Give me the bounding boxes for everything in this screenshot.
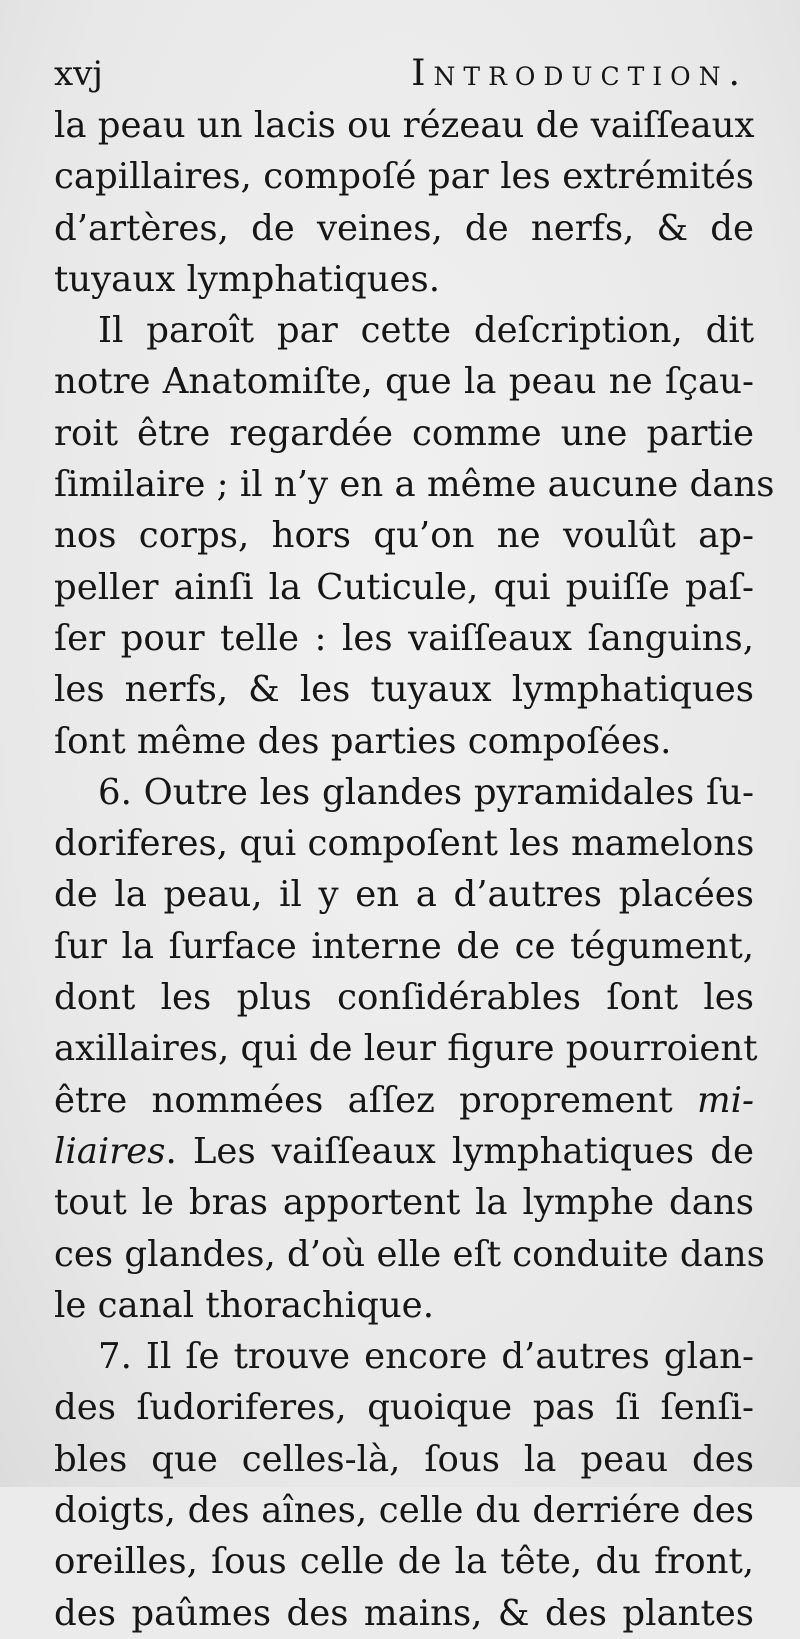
text-line: des ſudoriferes, quoique pas ſi ſenſi- (54, 1387, 754, 1429)
text-line: ſimilaire ; il n’y en a même aucune dans (54, 464, 775, 506)
running-head (54, 48, 754, 100)
text-line: nos corps, hors qu’on ne voulût ap- (54, 515, 754, 557)
text-line: le canal thorachique. (54, 1284, 434, 1326)
text-line: axillaires, qui de leur figure pourroient (54, 1028, 758, 1070)
text-line: oreilles, ſous celle de la tête, du front, (54, 1541, 754, 1583)
text-line: roit être regardée comme une partie (54, 412, 754, 454)
text-line: ces glandes, d’où elle eſt conduite dans (54, 1233, 765, 1275)
paragraph-start-line: Il paroît par cette deſcription, dit (98, 310, 754, 352)
italic-segment: mi- (696, 1079, 754, 1121)
running-title: Introduction. (411, 53, 748, 94)
text-line: ſer pour telle : les vaiſſeaux ſanguins, (54, 617, 754, 659)
text-segment: . Les vaiſſeaux lymphatiques de (165, 1130, 754, 1172)
text-line: doriferes, qui compoſent les mamelons (54, 823, 755, 865)
text-line: tuyaux lymphatiques. (54, 258, 441, 300)
text-block (54, 48, 775, 1639)
paragraph-start-line: 7. Il ſe trouve encore d’autres glan- (98, 1336, 754, 1378)
text-line: de la peau, il y en a d’autres placées (54, 874, 754, 916)
text-line: capillaires, compoſé par les extrémités (54, 156, 754, 198)
text-line: peller ainſi la Cuticule, qui puiſſe paſ- (54, 566, 754, 608)
paragraph-start-line: 6. Outre les glandes pyramidales ſu- (98, 771, 754, 813)
text-line (54, 1075, 754, 1126)
text-line: tout le bras apportent la lymphe dans (54, 1182, 754, 1224)
text-segment: être nommées aſſez proprement (54, 1079, 673, 1121)
page-number: xvj (54, 54, 103, 94)
text-line: bles que celles-là, ſous la peau des (54, 1438, 754, 1480)
text-line: la peau un lacis ou rézeau de vaiſſeaux (54, 105, 755, 146)
text-line (54, 1126, 754, 1177)
text-line: des paûmes des mains, & des plantes (54, 1592, 754, 1634)
italic-segment: liaires (54, 1130, 166, 1172)
text-line: notre Anatomiſte, que la peau ne ſçau- (54, 361, 754, 403)
text-line: dont les plus conſidérables ſont les (54, 977, 754, 1019)
text-line: d’artères, de veines, de nerfs, & de (54, 207, 754, 249)
text-line: doigts, des aînes, celle du derriére des (54, 1490, 754, 1532)
text-line: les nerfs, & les tuyaux lymphatiques (54, 669, 754, 711)
text-line: ſur la ſurface interne de ce tégument, (54, 925, 754, 967)
text-line: ſont même des parties compoſées. (54, 720, 672, 762)
